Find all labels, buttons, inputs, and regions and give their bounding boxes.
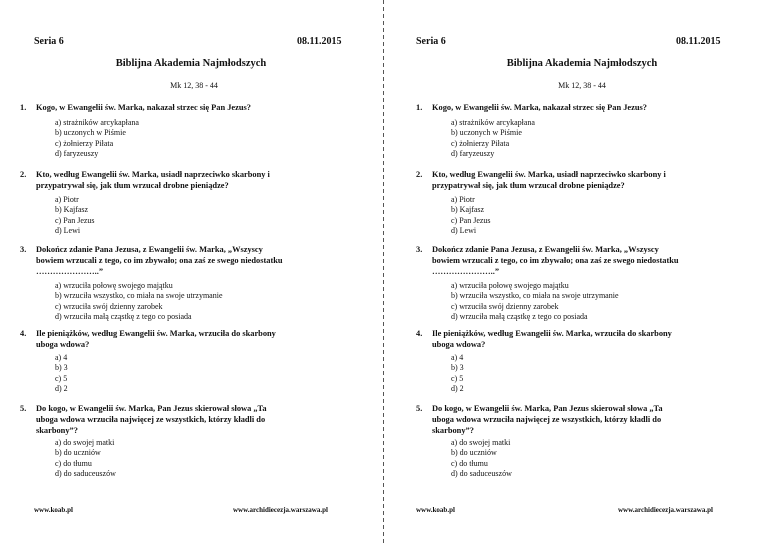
answer-option: b) Kajfasz — [451, 205, 485, 215]
question-text: Do kogo, w Ewangelii św. Marka, Pan Jezus skierował słowa „Ta — [432, 404, 663, 413]
worksheet-page-right — [384, 0, 768, 543]
answer-option: a) strażników arcykapłana — [55, 118, 139, 127]
question-2 — [20, 169, 366, 191]
series-label: Seria 6 — [416, 36, 446, 47]
answer-option: b) do uczniów — [55, 448, 101, 458]
answer-option: b) wrzuciła wszystko, co miała na swoje utrzymanie — [451, 291, 619, 301]
question-5 — [416, 403, 752, 436]
scripture-reference: Mk 12, 38 - 44 — [558, 81, 606, 90]
answer-option: a) strażników arcykapłana — [451, 118, 535, 127]
answer-option: c) żołnierzy Piłata — [55, 138, 114, 148]
answer-option: b) do uczniów — [451, 448, 497, 458]
answer-option: a) 4 — [55, 353, 68, 362]
answer-option: b) Kajfasz — [55, 205, 89, 215]
question-text: …………………..” — [432, 267, 499, 276]
answer-option: d) 2 — [451, 383, 464, 393]
question-3 — [416, 244, 752, 277]
page-title: Biblijna Akademia Najmłodszych — [115, 58, 267, 69]
answer-option: a) do swojej matki — [55, 438, 115, 447]
question-text: Dokończ zdanie Pana Jezusa, z Ewangelii św. Marka, „Wszyscy — [432, 245, 659, 254]
answer-option: c) Pan Jezus — [451, 215, 491, 225]
answers-5 — [55, 438, 355, 479]
footer-link-koab: www.koab.pl — [416, 506, 455, 514]
answers-2 — [55, 195, 355, 236]
date-label: 08.11.2015 — [297, 36, 342, 47]
answer-option: a) Piotr — [451, 195, 475, 204]
question-number: 2. — [416, 170, 423, 179]
footer-link-archidiecezja: www.archidiecezja.warszawa.pl — [618, 506, 713, 514]
answer-option: a) 4 — [451, 353, 464, 362]
question-text: uboga wdowa? — [36, 340, 90, 349]
question-text: Kto, według Ewangelii św. Marka, usiadł naprzeciwko skarbony i — [432, 170, 666, 179]
answer-option: c) do tłumu — [55, 458, 92, 468]
answer-option: b) wrzuciła wszystko, co miała na swoje utrzymanie — [55, 291, 223, 301]
answer-option: a) do swojej matki — [451, 438, 511, 447]
answer-option: b) uczonych w Piśmie — [451, 128, 522, 138]
question-text: bowiem wrzucali z tego, co im zbywało; ona zaś ze swego niedostatku — [36, 256, 283, 265]
footer-link-archidiecezja: www.archidiecezja.warszawa.pl — [233, 506, 328, 514]
answers-4 — [451, 353, 751, 394]
question-text: skarbony”? — [36, 426, 78, 435]
answer-option: d) do saduceuszów — [55, 468, 116, 478]
question-3 — [20, 244, 366, 277]
question-text: uboga wdowa wrzuciła najwięcej ze wszystkich, którzy kładli do — [36, 415, 266, 424]
date-label: 08.11.2015 — [676, 36, 721, 47]
question-2 — [416, 169, 752, 191]
question-text: Do kogo, w Ewangelii św. Marka, Pan Jezus skierował słowa „Ta — [36, 404, 267, 413]
question-text: Kto, według Ewangelii św. Marka, usiadł naprzeciwko skarbony i — [36, 170, 270, 179]
question-number: 1. — [416, 103, 423, 112]
question-4 — [416, 328, 752, 350]
answers-4 — [55, 353, 355, 394]
question-text: przypatrywał się, jak tłum wrzucał drobne pieniądze? — [36, 181, 229, 190]
page-title: Biblijna Akademia Najmłodszych — [506, 58, 658, 69]
footer-link-koab: www.koab.pl — [34, 506, 73, 514]
answer-option: a) wrzuciła połowę swojego majątku — [451, 281, 569, 290]
answer-option: a) Piotr — [55, 195, 79, 204]
answer-option: b) uczonych w Piśmie — [55, 128, 126, 138]
question-4 — [20, 328, 366, 350]
answers-1 — [451, 118, 751, 159]
question-text: Ile pieniążków, według Ewangelii św. Marka, wrzuciła do skarbony — [432, 329, 672, 338]
question-number: 1. — [20, 103, 27, 112]
answer-option: c) żołnierzy Piłata — [451, 138, 510, 148]
answer-option: c) Pan Jezus — [55, 215, 95, 225]
question-number: 4. — [416, 329, 423, 338]
question-number: 3. — [20, 245, 27, 254]
answers-5 — [451, 438, 751, 479]
question-text: Kogo, w Ewangelii św. Marka, nakazał strzec się Pan Jezus? — [432, 103, 647, 112]
answer-option: d) faryzeuszy — [451, 148, 495, 158]
question-text: …………………..” — [36, 267, 103, 276]
answer-option: c) 5 — [451, 373, 464, 383]
series-label: Seria 6 — [34, 36, 64, 47]
question-number: 5. — [20, 404, 27, 413]
answer-option: d) do saduceuszów — [451, 468, 512, 478]
answer-option: b) 3 — [55, 363, 68, 373]
answer-option: d) 2 — [55, 383, 68, 393]
answers-2 — [451, 195, 751, 236]
answer-option: b) 3 — [451, 363, 464, 373]
answer-option: d) wrzuciła małą cząstkę z tego co posiada — [55, 311, 192, 321]
question-number: 3. — [416, 245, 423, 254]
answers-1 — [55, 118, 355, 159]
question-5 — [20, 403, 366, 436]
question-1 — [416, 102, 752, 113]
question-text: Dokończ zdanie Pana Jezusa, z Ewangelii św. Marka, „Wszyscy — [36, 245, 263, 254]
scripture-reference: Mk 12, 38 - 44 — [170, 81, 218, 90]
answer-option: c) wrzuciła swój dzienny zarobek — [451, 301, 559, 311]
question-number: 2. — [20, 170, 27, 179]
question-text: uboga wdowa? — [432, 340, 486, 349]
answer-option: c) 5 — [55, 373, 68, 383]
question-number: 4. — [20, 329, 27, 338]
answer-option: d) Lewi — [55, 225, 81, 235]
question-number: 5. — [416, 404, 423, 413]
question-text: przypatrywał się, jak tłum wrzucał drobne pieniądze? — [432, 181, 625, 190]
answer-option: a) wrzuciła połowę swojego majątku — [55, 281, 173, 290]
answer-option: c) do tłumu — [451, 458, 488, 468]
question-text: uboga wdowa wrzuciła najwięcej ze wszystkich, którzy kładli do — [432, 415, 662, 424]
answers-3 — [451, 281, 751, 322]
answer-option: d) wrzuciła małą cząstkę z tego co posiada — [451, 311, 588, 321]
question-text: skarbony”? — [432, 426, 474, 435]
answer-option: c) wrzuciła swój dzienny zarobek — [55, 301, 163, 311]
answer-option: d) faryzeuszy — [55, 148, 99, 158]
answer-option: d) Lewi — [451, 225, 477, 235]
question-text: Kogo, w Ewangelii św. Marka, nakazał strzec się Pan Jezus? — [36, 103, 251, 112]
answers-3 — [55, 281, 355, 322]
question-text: Ile pieniążków, według Ewangelii św. Marka, wrzuciła do skarbony — [36, 329, 276, 338]
question-text: bowiem wrzucali z tego, co im zbywało; ona zaś ze swego niedostatku — [432, 256, 679, 265]
question-1 — [20, 102, 366, 113]
